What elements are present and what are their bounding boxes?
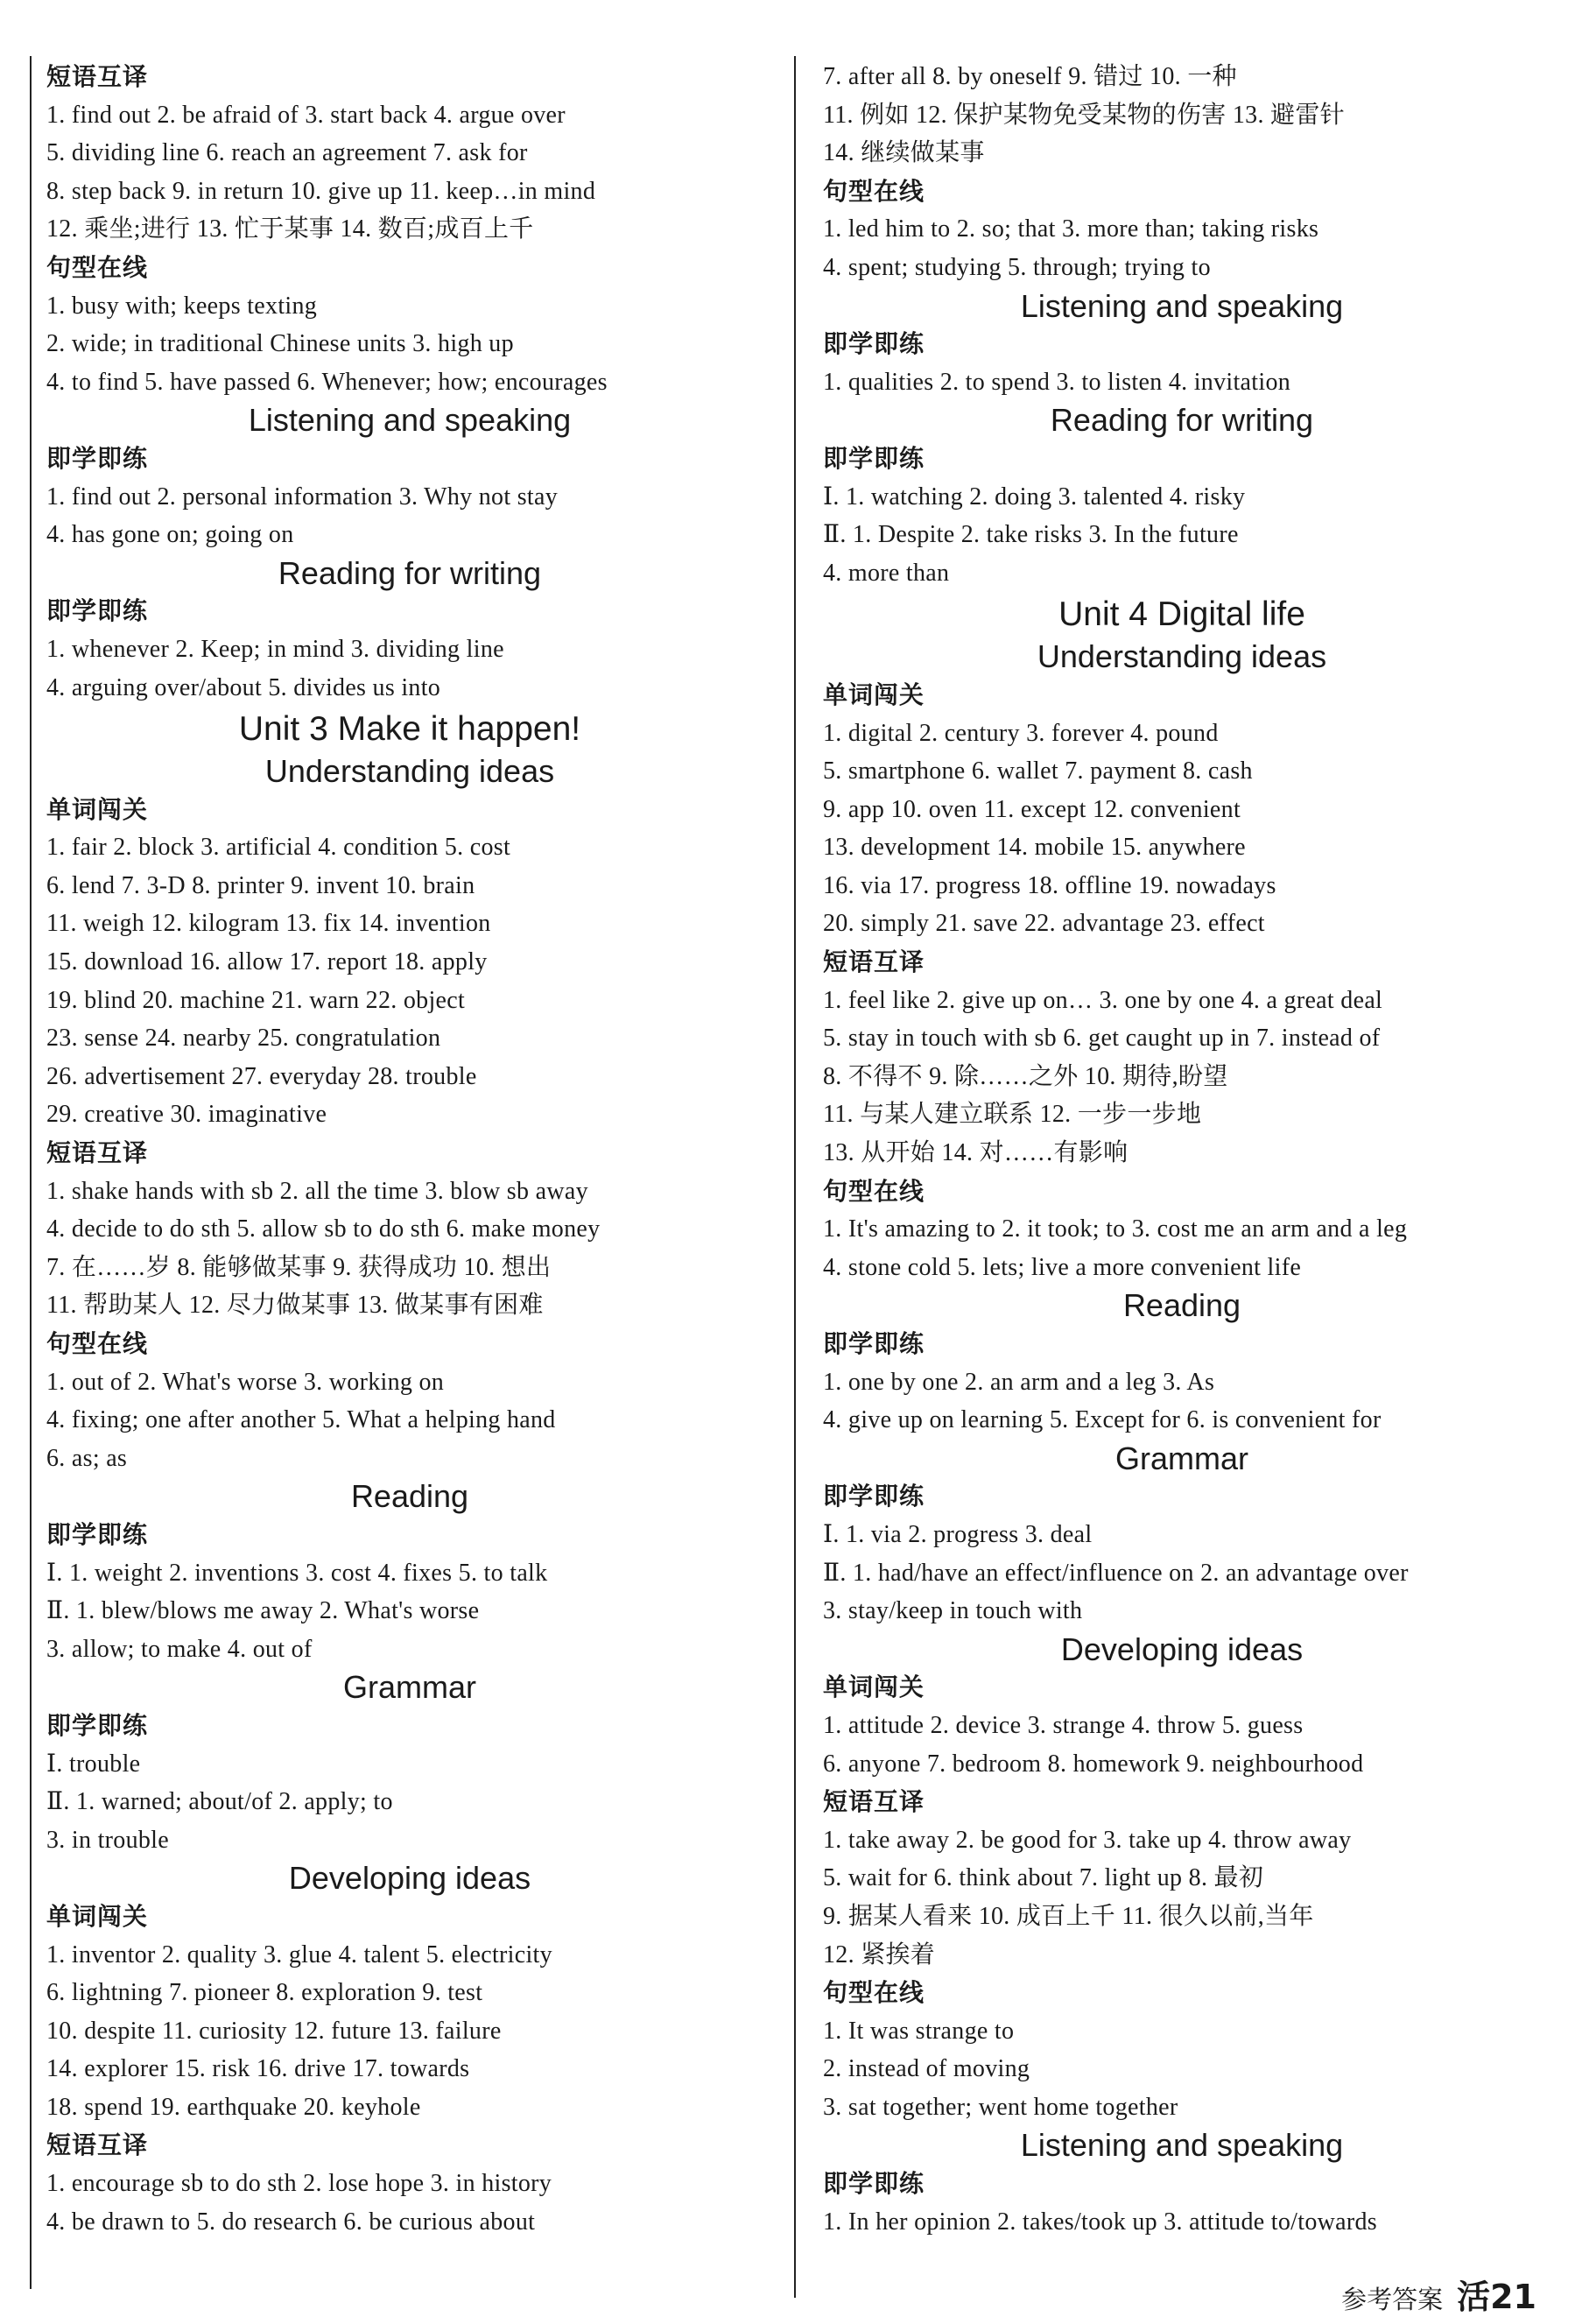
- answer-line: 4. has gone on; going on: [46, 521, 294, 549]
- answer-line: Ⅱ. 1. blew/blows me away 2. What's worse: [46, 1597, 480, 1625]
- answer-line: 1. busy with; keeps texting: [46, 292, 318, 320]
- answer-line: 9. 据某人看来 10. 成百上千 11. 很久以前,当年: [823, 1902, 1314, 1930]
- answer-line: 1. inventor 2. quality 3. glue 4. talent 5. electricity: [46, 1940, 552, 1968]
- page-footer: [1341, 2270, 1536, 2316]
- answer-line: 29. creative 30. imaginative: [46, 1101, 327, 1129]
- section-label: 短语互译: [46, 2130, 149, 2160]
- answer-line: Ⅰ. 1. watching 2. doing 3. talented 4. risky: [823, 482, 1246, 511]
- answer-line: 1. encourage sb to do sth 2. lose hope 3. in history: [46, 2170, 552, 2198]
- section-label: 句型在线: [823, 176, 925, 206]
- answer-line: 7. after all 8. by oneself 9. 错过 10. 一种: [823, 63, 1237, 90]
- answer-line: 11. 与某人建立联系 12. 一步一步地: [823, 1101, 1202, 1129]
- answer-line: 12. 乘坐;进行 13. 忙于某事 14. 数百;成百上千: [46, 215, 534, 243]
- section-label: 即学即练: [823, 329, 925, 359]
- section-heading: Listening and speaking: [1020, 287, 1344, 324]
- answer-line: Ⅱ. 1. warned; about/of 2. apply; to: [46, 1788, 393, 1816]
- answer-line: 1. In her opinion 2. takes/took up 3. attitude to/towards: [823, 2208, 1378, 2236]
- section-label: 即学即练: [46, 1519, 149, 1549]
- section-label: 即学即练: [823, 2169, 925, 2199]
- section-label: 句型在线: [46, 252, 149, 282]
- answer-line: 1. fair 2. block 3. artificial 4. condition 5. cost: [46, 834, 511, 862]
- answer-line: 4. arguing over/about 5. divides us into: [46, 673, 441, 701]
- answer-line: 14. explorer 15. risk 16. drive 17. towards: [46, 2055, 470, 2083]
- answer-line: 19. blind 20. machine 21. warn 22. object: [46, 986, 466, 1014]
- section-label: 短语互译: [46, 1138, 149, 1168]
- section-heading: Developing ideas: [288, 1860, 531, 1897]
- answer-line: 1. take away 2. be good for 3. take up 4. throw away: [823, 1826, 1352, 1854]
- answer-line: 18. spend 19. earthquake 20. keyhole: [46, 2093, 421, 2121]
- section-label: 即学即练: [46, 596, 149, 626]
- answer-line: 4. fixing; one after another 5. What a helping hand: [46, 1406, 556, 1434]
- section-label: 单词闯关: [823, 1673, 925, 1702]
- answer-line: 4. spent; studying 5. through; trying to: [823, 253, 1211, 281]
- section-label: 即学即练: [46, 1710, 149, 1740]
- section-heading: Reading for writing: [1050, 402, 1314, 439]
- answer-line: 1. It's amazing to 2. it took; to 3. cost me an arm and a leg: [823, 1215, 1408, 1243]
- column-divider: [794, 56, 796, 2298]
- page-number: 活21: [1457, 2278, 1536, 2316]
- section-label: 单词闯关: [823, 680, 925, 709]
- answer-line: Ⅱ. 1. had/have an effect/influence on 2. an advantage over: [823, 1559, 1409, 1587]
- section-heading: Understanding ideas: [1037, 638, 1327, 675]
- section-label: 短语互译: [823, 1787, 925, 1817]
- answer-line: 1. It was strange to: [823, 2017, 1015, 2045]
- answer-line: 11. 帮助某人 12. 尽力做某事 13. 做某事有困难: [46, 1292, 544, 1320]
- section-heading: Listening and speaking: [1020, 2127, 1344, 2164]
- answer-line: Ⅰ. 1. weight 2. inventions 3. cost 4. fixes 5. to talk: [46, 1559, 548, 1587]
- answer-line: Ⅰ. trouble: [46, 1750, 141, 1778]
- section-label: 即学即练: [823, 1482, 925, 1511]
- answer-line: 3. in trouble: [46, 1826, 169, 1854]
- section-heading: Grammar: [343, 1669, 476, 1706]
- unit-title: Unit 3 Make it happen!: [238, 710, 581, 749]
- section-label: 即学即练: [46, 443, 149, 473]
- answer-line: 2. instead of moving: [823, 2055, 1030, 2083]
- left-margin-rule: [30, 56, 32, 2289]
- unit-title: Unit 4 Digital life: [1058, 595, 1305, 634]
- answer-line: 12. 紧挨着: [823, 1940, 936, 1968]
- answer-line: 1. feel like 2. give up on… 3. one by one 4. a great deal: [823, 986, 1383, 1014]
- answer-line: Ⅰ. 1. via 2. progress 3. deal: [823, 1520, 1093, 1548]
- answer-line: 7. 在……岁 8. 能够做某事 9. 获得成功 10. 想出: [46, 1253, 552, 1281]
- answer-line: 23. sense 24. nearby 25. congratulation: [46, 1025, 441, 1053]
- answer-line: 9. app 10. oven 11. except 12. convenient: [823, 795, 1241, 823]
- section-label: 单词闯关: [46, 1901, 149, 1931]
- section-heading: Grammar: [1115, 1440, 1248, 1476]
- answer-line: 11. 例如 12. 保护某物免受某物的伤害 13. 避雷针: [823, 101, 1345, 129]
- section-label: 即学即练: [823, 1329, 925, 1358]
- answer-line: 1. attitude 2. device 3. strange 4. throw 5. guess: [823, 1711, 1304, 1739]
- answer-line: 1. digital 2. century 3. forever 4. pound: [823, 719, 1219, 747]
- answer-line: 16. via 17. progress 18. offline 19. nowadays: [823, 871, 1276, 899]
- answer-line: 3. stay/keep in touch with: [823, 1597, 1083, 1625]
- answer-line: 1. shake hands with sb 2. all the time 3. blow sb away: [46, 1177, 588, 1205]
- answer-line: 5. smartphone 6. wallet 7. payment 8. cash: [823, 757, 1253, 785]
- answer-line: 6. as; as: [46, 1444, 128, 1472]
- footer-label: 参考答案: [1341, 2285, 1444, 2314]
- section-heading: Developing ideas: [1060, 1630, 1304, 1667]
- answer-line: 4. to find 5. have passed 6. Whenever; how; encourages: [46, 368, 608, 396]
- answer-line: 11. weigh 12. kilogram 13. fix 14. invention: [46, 910, 491, 938]
- answer-line: 4. stone cold 5. lets; live a more convenient life: [823, 1253, 1302, 1281]
- section-heading: Reading: [350, 1478, 469, 1515]
- section-heading: Reading: [1122, 1287, 1241, 1324]
- section-label: 短语互译: [46, 62, 149, 91]
- answer-line: 1. one by one 2. an arm and a leg 3. As: [823, 1368, 1215, 1396]
- section-label: 即学即练: [823, 443, 925, 473]
- section-heading: Listening and speaking: [248, 402, 572, 439]
- answer-line: 5. stay in touch with sb 6. get caught up in 7. instead of: [823, 1025, 1381, 1053]
- answer-line: 1. out of 2. What's worse 3. working on: [46, 1368, 445, 1396]
- answer-line: 4. be drawn to 5. do research 6. be curious about: [46, 2208, 536, 2236]
- answer-line: 26. advertisement 27. everyday 28. trouble: [46, 1062, 477, 1090]
- section-label: 句型在线: [823, 1176, 925, 1206]
- section-label: 句型在线: [823, 1978, 925, 2008]
- answer-line: 20. simply 21. save 22. advantage 23. effect: [823, 910, 1265, 938]
- answer-line: 4. more than: [823, 559, 950, 587]
- answer-line: 8. step back 9. in return 10. give up 11. keep…in mind: [46, 177, 596, 205]
- answer-line: 6. lend 7. 3-D 8. printer 9. invent 10. brain: [46, 871, 475, 899]
- left-column: [46, 58, 773, 2241]
- answer-line: 3. sat together; went home together: [823, 2093, 1178, 2121]
- section-heading: Reading for writing: [278, 554, 542, 591]
- answer-line: 6. anyone 7. bedroom 8. homework 9. neighbourhood: [823, 1750, 1364, 1778]
- answer-line: 1. led him to 2. so; that 3. more than; taking risks: [823, 215, 1319, 243]
- answer-line: 13. development 14. mobile 15. anywhere: [823, 834, 1246, 862]
- answer-line: 5. wait for 6. think about 7. light up 8. 最初: [823, 1864, 1264, 1892]
- answer-line: 1. whenever 2. Keep; in mind 3. dividing line: [46, 635, 504, 663]
- answer-line: 4. give up on learning 5. Except for 6. is convenient for: [823, 1406, 1382, 1434]
- answer-line: Ⅱ. 1. Despite 2. take risks 3. In the future: [823, 521, 1239, 549]
- answer-line: 13. 从开始 14. 对……有影响: [823, 1139, 1129, 1167]
- answer-line: 8. 不得不 9. 除……之外 10. 期待,盼望: [823, 1062, 1228, 1090]
- answer-line: 6. lightning 7. pioneer 8. exploration 9. test: [46, 1979, 483, 2007]
- answer-line: 3. allow; to make 4. out of: [46, 1635, 313, 1663]
- answer-line: 1. qualities 2. to spend 3. to listen 4. invitation: [823, 368, 1291, 396]
- section-heading: Understanding ideas: [264, 753, 555, 790]
- answer-line: 5. dividing line 6. reach an agreement 7. ask for: [46, 139, 528, 167]
- answer-line: 15. download 16. allow 17. report 18. apply: [46, 948, 488, 976]
- section-label: 短语互译: [823, 947, 925, 977]
- section-label: 单词闯关: [46, 794, 149, 824]
- right-column: [823, 58, 1541, 2241]
- answer-line: 4. decide to do sth 5. allow sb to do sth 6. make money: [46, 1215, 601, 1243]
- answer-line: 14. 继续做某事: [823, 139, 985, 167]
- answer-line: 10. despite 11. curiosity 12. future 13. failure: [46, 2017, 502, 2045]
- answer-line: 1. find out 2. be afraid of 3. start back 4. argue over: [46, 101, 566, 129]
- answer-line: 1. find out 2. personal information 3. Why not stay: [46, 482, 559, 511]
- section-label: 句型在线: [46, 1329, 149, 1358]
- answer-line: 2. wide; in traditional Chinese units 3. high up: [46, 330, 514, 358]
